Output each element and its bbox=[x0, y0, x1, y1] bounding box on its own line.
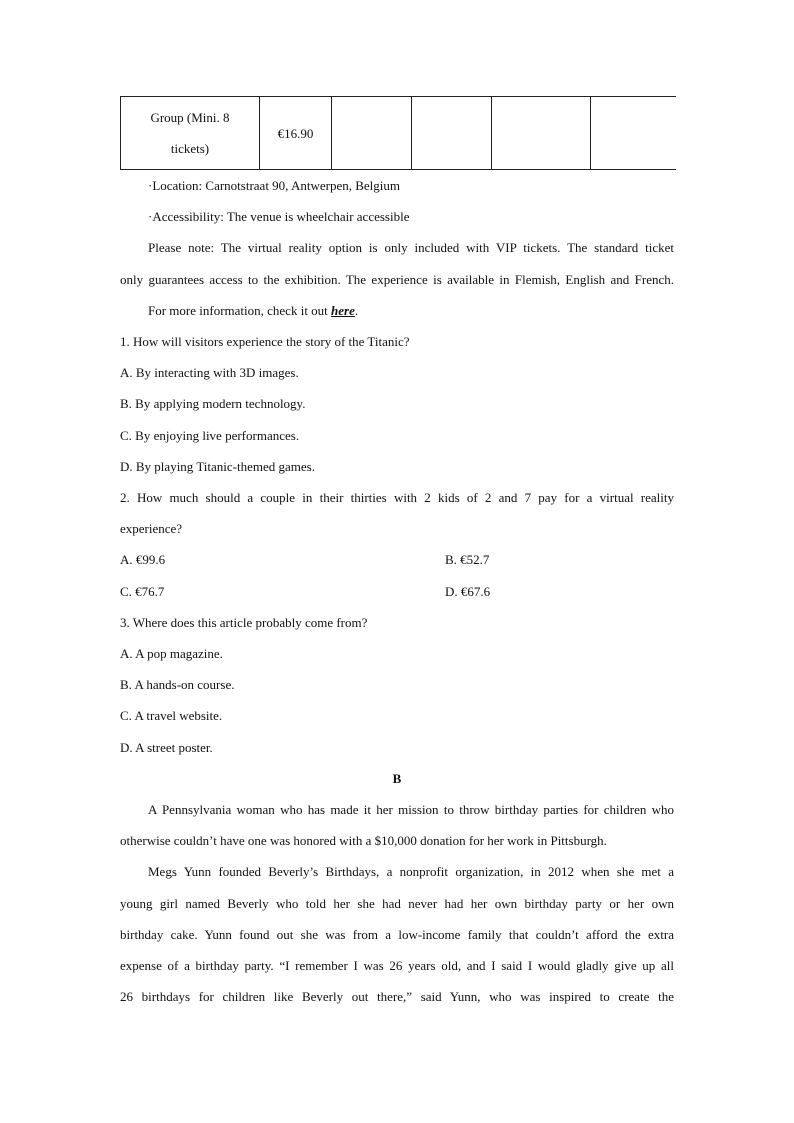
question-2-option-d: D. €67.6 bbox=[445, 584, 491, 599]
question-3-option-c: C. A travel website. bbox=[120, 708, 223, 723]
question-1-option-b: B. By applying modern technology. bbox=[120, 396, 306, 411]
more-info-suffix: . bbox=[354, 303, 359, 318]
empty-cell bbox=[492, 97, 591, 170]
empty-cell bbox=[412, 97, 492, 170]
question-2-stem-line1: 2. How much should a couple in their thirties with 2 kids of 2 and 7 pay for a virtual reality bbox=[120, 490, 674, 505]
question-3-option-d: D. A street poster. bbox=[120, 740, 213, 755]
ticket-price-table bbox=[120, 96, 676, 170]
empty-cell bbox=[591, 97, 677, 170]
note-line-2: only guarantees access to the exhibition. The experience is available in Flemish, English and French. bbox=[120, 272, 674, 287]
question-3-option-b: B. A hands-on course. bbox=[120, 677, 235, 692]
question-1-option-a: A. By interacting with 3D images. bbox=[120, 365, 299, 380]
question-1-option-c: C. By enjoying live performances. bbox=[120, 428, 300, 443]
price-cell: €16.90 bbox=[260, 97, 332, 170]
more-info-text bbox=[120, 302, 674, 320]
question-3-stem: 3. Where does this article probably come from? bbox=[120, 615, 368, 630]
here-link[interactable]: here bbox=[331, 303, 355, 318]
question-2-stem-line2: experience? bbox=[120, 521, 183, 536]
empty-cell bbox=[332, 97, 412, 170]
more-info-prefix: For more information, check it out bbox=[148, 303, 332, 318]
passage-b-p2-line5: 26 birthdays for children like Beverly out there,” said Yunn, who was inspired to create the bbox=[120, 989, 674, 1004]
passage-b-p2-line2: young girl named Beverly who told her she had never had her own birthday party or her own bbox=[120, 896, 674, 911]
ticket-type-cell bbox=[121, 97, 260, 170]
question-2-option-a: A. €99.6 bbox=[120, 552, 166, 567]
passage-b-p2-line4: expense of a birthday party. “I remember I was 26 years old, and I said I would gladly give up all bbox=[120, 958, 674, 973]
question-2-option-c: C. €76.7 bbox=[120, 584, 165, 599]
passage-b-p1-line2: otherwise couldn’t have one was honored with a $10,000 donation for her work in Pittsburgh. bbox=[120, 833, 607, 848]
accessibility-text: ·Accessibility: The venue is wheelchair accessible bbox=[148, 209, 410, 224]
question-2-option-b: B. €52.7 bbox=[445, 552, 490, 567]
passage-b-p1-line1: A Pennsylvania woman who has made it her mission to throw birthday parties for children who bbox=[148, 802, 674, 817]
passage-b-p2-line3: birthday cake. Yunn found out she was from a low-income family that couldn’t afford the extra bbox=[120, 927, 674, 942]
section-b-heading: B bbox=[392, 771, 402, 786]
question-3-option-a: A. A pop magazine. bbox=[120, 646, 223, 661]
ticket-type-line1: Group (Mini. 8 bbox=[150, 110, 230, 125]
passage-b-p2-line1: Megs Yunn founded Beverly’s Birthdays, a nonprofit organization, in 2012 when she met a bbox=[148, 864, 674, 879]
question-1-stem: 1. How will visitors experience the story of the Titanic? bbox=[120, 334, 410, 349]
table-row bbox=[121, 97, 677, 170]
location-text: ·Location: Carnotstraat 90, Antwerpen, Belgium bbox=[148, 178, 400, 193]
ticket-type-line2: tickets) bbox=[170, 141, 210, 156]
note-line-1: Please note: The virtual reality option is only included with VIP tickets. The standard ticket bbox=[148, 240, 674, 255]
question-1-option-d: D. By playing Titanic-themed games. bbox=[120, 459, 315, 474]
